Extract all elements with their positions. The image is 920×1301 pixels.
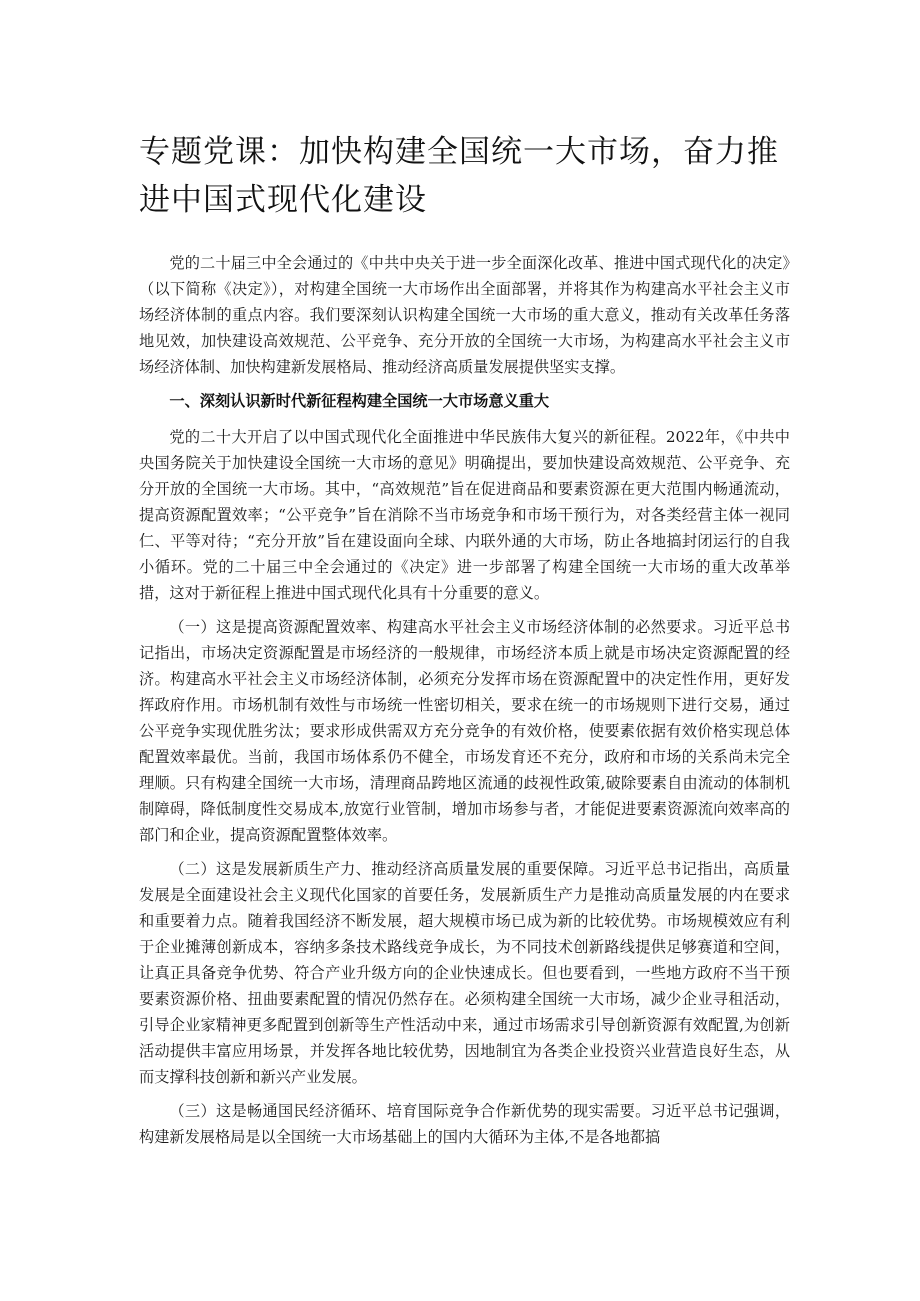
subsection-paragraph-2: （二）这是发展新质生产力、推动经济高质量发展的重要保障。习近平总书记指出，高质量发展是全面建设社会主义现代化国家的首要任务，发展新质生产力是推动高质量发展的内在要求和重要着力点。随着我国经济不断发展，超大规模市场已成为新的比较优势。市场规模效应有利于企业摊薄创新成本，容纳多条技术路线竞争成长，为不同技术创新路线提供足够赛道和空间，让真正具备竞争优势、符合产业升级方向的企业快速成长。但也要看到，一些地方政府不当干预要素资源价格、扭曲要素配置的情况仍然存在。必须构建全国统一大市场，减少企业寻租活动，引导企业家精神更多配置到创新等生产性活动中来，通过市场需求引导创新资源有效配置,为创新活动提供丰富应用场景，并发挥各地比较优势，因地制宜为各类企业投资兴业营造良好生态，从而支撑科技创新和新兴产业发展。: [139, 860, 790, 1086]
subsection-paragraph-1: （一）这是提高资源配置效率、构建高水平社会主义市场经济体制的必然要求。习近平总书记指出，市场决定资源配置是市场经济的一般规律，市场经济本质上就是市场决定资源配置的经济。构建高水平社会主义市场经济体制，必须充分发挥市场在资源配置中的决定性作用，更好发挥政府作用。市场机制有效性与市场统一性密切相关，要求在统一的市场规则下进行交易，通过公平竞争实现优胜劣汰；要求形成供需双方充分竞争的有效价格，使要素依据有效价格实现总体配置效率最优。当前，我国市场体系仍不健全，市场发育还不充分，政府和市场的关系尚未完全理顺。只有构建全国统一大市场，清理商品跨地区流通的歧视性政策,破除要素自由流动的体制机制障碍，降低制度性交易成本,放宽行业管制，增加市场参与者，才能促进要素资源流向效率高的部门和企业，提高资源配置整体效率。: [139, 618, 790, 844]
section-paragraph: 党的二十大开启了以中国式现代化全面推进中华民族伟大复兴的新征程。2022年，《中共中央国务院关于加快建设全国统一大市场的意见》明确提出，要加快建设高效规范、公平竞争、充分开放的全国统一大市场。其中，“高效规范”旨在促进商品和要素资源在更大范围内畅通流动，提高资源配置效率；“公平竞争”旨在消除不当市场竞争和市场干预行为，对各类经营主体一视同仁、平等对待；“充分开放”旨在建设面向全球、内联外通的大市场，防止各地搞封闭运行的自我小循环。党的二十届三中全会通过的《决定》进一步部署了构建全国统一大市场的重大改革举措，这对于新征程上推进中国式现代化具有十分重要的意义。: [139, 428, 790, 602]
document-title: 专题党课：加快构建全国统一大市场，奋力推进中国式现代化建设: [139, 134, 779, 218]
intro-paragraph: 党的二十届三中全会通过的《中共中央关于进一步全面深化改革、推进中国式现代化的决定》（以下简称《决定》），对构建全国统一大市场作出全面部署，并将其作为构建高水平社会主义市场经济体制的重点内容。我们要深刻认识构建全国统一大市场的重大意义，推动有关改革任务落地见效，加快建设高效规范、公平竞争、充分开放的全国统一大市场，为构建高水平社会主义市场经济体制、加快构建新发展格局、推动经济高质量发展提供坚实支撑。: [139, 254, 790, 376]
section-heading: 一、深刻认识新时代新征程构建全国统一大市场意义重大: [169, 392, 550, 410]
subsection-paragraph-3: （三）这是畅通国民经济循环、培育国际竞争合作新优势的现实需要。习近平总书记强调，构建新发展格局是以全国统一大市场基础上的国内大循环为主体,不是各地都搞: [139, 1102, 790, 1146]
